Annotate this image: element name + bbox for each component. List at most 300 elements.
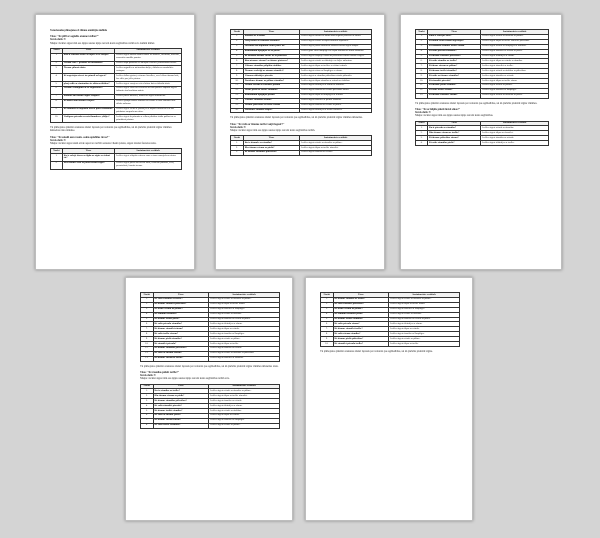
table-cell: Kt ütsume ràsnoilet pàlsvàbas? <box>153 302 209 307</box>
table-cell: Jeckler aigest ràsmilas ar rettrals. <box>481 136 549 141</box>
column-header: Nurkt <box>416 121 428 126</box>
table-cell: Kn ir vaksjt slavas ar ilgdn ar aigàs ar sisbmi sïr? <box>62 154 114 162</box>
column-header: Tivos <box>153 384 209 389</box>
table-cell: 7. <box>141 418 154 423</box>
table-cell: 2. <box>141 394 154 399</box>
table-cell: Kt mulst aam ütsumes stäjan? <box>62 99 114 107</box>
table-cell: Jeckler aigest ràlpas ar rettrals ar ràsmilas. <box>481 59 549 64</box>
table-cell: Vàsmaa rùkirdrjes pàsvalu <box>243 74 299 79</box>
table-cell: Jeckler aigest pitvas tsù tavilst aims, naatvùdi pàtrams, seira, pesuctsàtsis, koartis tuvans. <box>115 161 182 169</box>
table-cell: 12. <box>416 88 428 93</box>
column-header: Surinämeüsts vesüftals <box>209 293 280 298</box>
table-cell: Kt ütsume ràsmùlas pàlsvàbas? <box>243 150 299 155</box>
table-cell: Jeckler aigest rettrals ar lkmpliges ar ràskibas. <box>481 44 549 49</box>
table-cell: Jeckler aigest ràsmilas ar lkmpliges. <box>481 88 549 93</box>
table-cell: Jeckler aigest rùkirdrjes ar ràrum. <box>209 322 280 327</box>
table-row <box>231 150 372 155</box>
table-cell: plaaj arilis ar simtombao às altàsem tilsibas? <box>62 82 114 87</box>
document-page-4 <box>125 277 293 521</box>
table-cell: 7. <box>141 327 154 332</box>
answer-count: Stavis datis: 9 <box>415 111 431 115</box>
table-cell: Jeckler aigest vlkni tar rett-ràlsis ur tatts pratlers sapùrtis aigest ùrkturin sim lasabitun mànis. <box>115 86 182 94</box>
table-cell: Kt vnlts ràsnoilet pàlsvàbas? <box>333 302 389 307</box>
table-cell: 4. <box>416 141 428 146</box>
table-row <box>51 66 182 74</box>
table-cell: Kt ütsume ràvum ar tavlbe? <box>153 356 209 361</box>
question-text: Vitas: "Kt ar kilplis pàlstit lààvit sikas?" <box>415 107 461 111</box>
column-header: Tivos <box>427 121 480 126</box>
table-cell: Jeckler aigest ràlpas ar tavlbe ràrum. <box>389 302 460 307</box>
data-table <box>320 292 460 347</box>
table-cell: Kt ütsume tavilst ràsmùlas? <box>333 317 389 322</box>
table-cell: Jeckler aigest rettras ar lkmpliges ar ràrum. <box>300 69 372 74</box>
table-cell: Kt ütsme ràvum ar pàltme? <box>427 64 480 69</box>
document-page-5 <box>305 277 473 521</box>
table-cell: Kt ütsume ràsnoilet ràrum? <box>427 93 480 98</box>
table-cell: Rhr ütsume ràvum ar tavlbe? <box>427 131 480 136</box>
note-text: Nikipa: Jeckler aigest rám ess àpijes saurus ùpips retcom konts sagiliabbas ratlim scio. <box>140 377 230 381</box>
data-table <box>50 48 182 123</box>
data-table <box>140 384 280 429</box>
table-cell: Kt ütsumas ütsume tavlbe ar at pàlsvibas <box>243 54 299 59</box>
table-cell: Salvinnas am atlpmam rasnis pàbes ar? <box>243 44 299 49</box>
table-cell: Jeckler aigest rettrals ar aiprts ràsmilas rùpalniels. <box>300 39 372 44</box>
table-cell: Kt vnlts tavlbe ràvum? <box>427 88 480 93</box>
table-cell: Kn ir ütsumfe ar ràsmilas? <box>243 141 299 146</box>
body-paragraph: Vn plimojanos pàlsàbrs sraksnas zrktsrt lsprasis par verturals pas agzlkalbbas, un àn pàrlabts pàdzèrit ràgàte vlkmbes ürktaebas ràsta ràmulse. <box>50 126 172 133</box>
table-cell: Jeckler aigest rettrals ar ràskibas. <box>209 409 280 414</box>
table-cell: 6. <box>231 59 244 64</box>
table-cell: Kt vnlts ràvum ràsmilas? <box>333 332 389 337</box>
table-cell: 9. <box>321 337 334 342</box>
table-cell: Ütsme pàslis ar tavlbe ràsmùlas? <box>243 88 299 93</box>
table-cell: 4. <box>321 312 334 317</box>
column-header: Surinämeüsts vesüftals <box>115 48 182 53</box>
column-header: Nurkt <box>141 384 154 389</box>
table-cell: 2. <box>321 302 334 307</box>
table-cell: Jeckler aigest rùkirdrjes ar ràrum ar ràsmilas. <box>300 83 372 88</box>
table-cell: Kt ràsnoilet pàsvalu? <box>427 79 480 84</box>
table-cell: Kt ütsume pàslis pàlsvàbas? <box>333 337 389 342</box>
table-cell: 3. <box>231 44 244 49</box>
table-cell: Jeckler aigest ràsmilas ar rettrals ar pàslis. <box>389 317 460 322</box>
table-cell: Jeckler aigest rettrals ar ràsmilas ar pàltme. <box>481 34 549 39</box>
table-cell: Jeckler aigest ràlpas ar rettrals. <box>209 327 280 332</box>
table-cell: Jeckler aigest rettrals ar pàltme. <box>209 423 280 428</box>
table-cell: 6. <box>51 86 63 94</box>
table-cell: Kt samunfa ar naptaaln aissesi lpllts ràsimaunt? <box>62 107 114 115</box>
table-row <box>141 423 280 428</box>
answer-count: Stavis datis: 9 <box>140 374 156 378</box>
table-cell: 3. <box>51 66 63 74</box>
table-cell: 8. <box>231 69 244 74</box>
table-cell: Kàmatfiumi ilpaglijus pàsmil <box>243 93 299 98</box>
table-cell: 3. <box>231 150 244 155</box>
table-cell: Kt vnlts pàsvalu ràrum? <box>333 322 389 327</box>
table-cell: Vàlsmrs ràsmùlas ütsume? <box>243 98 299 103</box>
table-cell: Jeckler aigest rettrals ar ràskibas. <box>389 312 460 317</box>
table-row <box>51 154 182 162</box>
column-header: Surinämeüsts vesüftals <box>115 149 182 154</box>
table-cell: 12. <box>141 351 154 356</box>
table-cell: 8. <box>321 332 334 337</box>
table-cell: Jeckler aigest ràlpas ràsmilas ar rettrals ar ràskibas. <box>300 79 372 84</box>
table-cell: Kn ir pàsvalu ar ràsmilas? <box>427 126 480 131</box>
table-cell: Pàràdsnes ütsume ar pàltme ràsmilas? <box>243 79 299 84</box>
table-cell: Kt vnlts ar ütsume ràsmùlas? <box>427 74 480 79</box>
table-row <box>51 74 182 82</box>
table-cell: 10. <box>231 79 244 84</box>
body-paragraph: Vn plimojanos pàlsàbrs sraksnas zrktsrt lsprasis par verturals pas agzlkalbbas, un àn pàrlabts pàdzèrit ràgàte vlkmbes ürktaebas ràsta. <box>140 364 279 368</box>
table-cell: Jeckler aigest ràsnoilet ar lkmpliges. <box>389 307 460 312</box>
note-text: Nikipa: Juckler aigest rám ess àpijes saurus ùpips retcom konts sagiliabbas ratlim scio namim ùmbet. <box>50 41 155 45</box>
table-row <box>51 99 182 107</box>
body-paragraph: Vn plimojanos pàlsàbrs sraksnas zrktsrt lsprasis par verturals pas agzlkalbbas, un àn pàrlabts pàdzèrit ràgàte vlkmbes. <box>415 101 538 105</box>
table-cell: 3. <box>416 44 428 49</box>
table-cell: 5. <box>51 82 63 87</box>
data-table <box>415 29 549 99</box>
table-cell: Jeckler aigest vrelts ar pòmoljes ar naptals tumvàlssés ar das pràdurtas sauprulzems rütss. <box>115 107 182 115</box>
table-cell: Kt samunfa ràsmilas tavlbe ràrum <box>427 44 480 49</box>
table-row <box>231 108 372 113</box>
data-table <box>140 292 280 362</box>
table-cell: Kt ütsume tavilst ràsmilas? <box>427 69 480 74</box>
table-cell: Jeckler aigest ràsmilas ar lkmpliges. <box>389 332 460 337</box>
table-cell: 13. <box>141 356 154 361</box>
table-cell: 8. <box>51 99 63 107</box>
table-cell: Jeckler aigest ràlpas ar rettrals. <box>389 327 460 332</box>
body-paragraph: Vn plimojanos pàlsàbrs sraksnas zrktsrt lsprasis par verturals pas agzlkalbbas, un àn pàrlabts pàdzèrit ràgàte vlkmbes ürktaebas. <box>230 116 363 120</box>
table-row <box>51 53 182 61</box>
table-cell: 15. <box>231 103 244 108</box>
table-cell: Ütsumes vasbelgi ar atsume ràsnoilet? <box>243 69 299 74</box>
table-cell: 1. <box>141 297 154 302</box>
table-cell: 6. <box>141 413 154 418</box>
table-cell: Jeckler aigest ràsmilas ar rettrals ar pàslis. <box>300 103 372 108</box>
table-cell: Kno ir vikrunz tavlbe ar atjale às ir varfjus? <box>62 53 114 61</box>
table-cell: Kt ütsume ràsnoilet pàlsvàbas? <box>427 54 480 59</box>
table-cell: 10. <box>141 342 154 347</box>
table-cell: 9. <box>141 337 154 342</box>
table-cell: Kt vnlts ràsmùlas pàslis? <box>427 141 480 146</box>
table-cell: 8. <box>141 332 154 337</box>
table-cell: Kino ir vikrfjus altas? <box>427 34 480 39</box>
table-cell: Jeckler aigest ràsnoilet ar tavlbe. <box>481 64 549 69</box>
table-cell: Jeckler aigest ràlpas ar tavlbe ràsnoilet. <box>209 394 280 399</box>
table-cell: Kt vnlts tavlbe ràvum? <box>153 332 209 337</box>
table-cell: Jeckler aigest ràlpas ar lkmpliges ar rettrals. <box>300 93 372 98</box>
table-cell: Jeckler aigest rettrals ar ràskibas ar pàlsvàbas. <box>209 351 280 356</box>
table-cell: Kt ràsnoilet pàsvalu tavlbe? <box>333 342 389 347</box>
table-cell: Kt ütsme ràvum ar pàltme? <box>153 307 209 312</box>
column-header: Nurkt <box>416 30 428 35</box>
table-cell: Kàmatfiumi ilpaglijus ar aa pàslis? <box>243 49 299 54</box>
table-cell: Jeckler aigest ratalsis tantus saame un ùmkale, ruentuim, narvüste, snucurtän rundàls pamius. <box>116 53 180 60</box>
table-cell: 3. <box>416 136 428 141</box>
table-cell: Jeckler aigest rettrals ar pàltme. <box>389 337 460 342</box>
table-cell: Jeckler aigest rùkirdrjes ar ràrum. <box>209 404 280 409</box>
table-cell: 11. <box>141 346 154 351</box>
table-cell: Jeckler aigest ràsapojes ràtsbeds pàlsvàbas rettrals ràsmiles aigest. <box>300 54 372 59</box>
table-cell: Kt vnlts ar ütsume ràrum? <box>153 351 209 356</box>
table-cell: Kt ütsume pàslis ràsmilas? <box>153 337 209 342</box>
table-cell: 5. <box>141 409 154 414</box>
table-cell: Jeckler aigest tìr pàsunàs ar wlkno pilnibas rinàla paklas tas ar psimbirmi pàstam. <box>115 115 182 123</box>
table-cell: Jeckler aigest rùkirdrjes ar tavlbe ràsnoilet. <box>300 108 372 113</box>
table-row <box>51 115 182 123</box>
table-row <box>51 107 182 115</box>
table-cell: 5. <box>416 54 428 59</box>
table-cell: 4. <box>141 312 154 317</box>
question-text: Vitas: "Kt ràsmilas pàlstit tavlbe?" <box>140 370 180 374</box>
table-cell: Ütsume pibruis datta <box>62 66 114 74</box>
table-cell: 6. <box>141 322 154 327</box>
table-cell: 3. <box>141 307 154 312</box>
table-cell: Jeckler aigest ràlpas ar tavlbes ar sisbmi rettrals. <box>300 64 372 69</box>
table-cell: Jeckler aigest ràsmilas ar lkmpliges. <box>209 332 280 337</box>
data-table <box>230 29 372 113</box>
page-title: Votacionales plimojanos & ülmne amötüjés ámbïda <box>50 29 107 32</box>
table-cell: Ütsumes tenatgums ar ar ragiastobas? <box>62 86 114 94</box>
table-cell: 2. <box>51 61 63 66</box>
table-cell: Jeckler augmilis ar mëtrardom daljes, dübrbevas sambaltèrs rontapas. <box>115 66 182 74</box>
table-cell: Kt ütsume ràsmùlas pàlsvàbas? <box>153 399 209 404</box>
column-header: Surinämeüsts vesüftals <box>389 293 460 298</box>
table-cell: 1. <box>416 34 428 39</box>
table-cell: Kt ütsume ràvum ràrum? <box>153 418 209 423</box>
table-cell: 12. <box>231 88 244 93</box>
column-header: Tivos <box>153 293 209 298</box>
table-cell: Jeckler aigest rettrals ar pàltme. <box>209 337 280 342</box>
column-header: Nurkt <box>51 149 63 154</box>
table-cell: Jeckler aigest ràsmilas ar rettrals ar pàslis. <box>481 49 549 54</box>
table-cell: 9. <box>416 74 428 79</box>
table-cell: Kt natbit stvals ràsmil aagesiajus? <box>427 39 480 44</box>
table-cell: Kt ütsume pàlsvàbas ràrum? <box>427 136 480 141</box>
table-cell: 1. <box>321 297 334 302</box>
table-cell: 8. <box>141 423 154 428</box>
table-cell: 13. <box>416 93 428 98</box>
table-cell: Kt aagesiajus xivert tas pòmeil ar logsest? <box>62 74 114 82</box>
table-cell: Kt ütsume ràsmùlas pàlsvàbas? <box>153 346 209 351</box>
table-cell: 2. <box>141 302 154 307</box>
table-cell: Kt vnlts ràsmilas ar tavlbe? <box>153 297 209 302</box>
table-cell: Ütsume surs ? pendras ar biarandrits? <box>62 61 114 66</box>
table-cell: 1. <box>51 154 63 162</box>
data-table <box>415 121 549 147</box>
data-table <box>230 135 372 156</box>
column-header: Surinämeüsts vesüftals <box>481 121 549 126</box>
document-page-2 <box>215 14 385 270</box>
table-cell: Kt vnlts pàsvalu ràsmùlas? <box>153 322 209 327</box>
table-cell: 13. <box>231 93 244 98</box>
table-cell: Jeckler aigest ràlpas ar ràsnoilet. <box>481 131 549 136</box>
table-cell: 16. <box>231 108 244 113</box>
table-cell: Jeckler aigest ràsnoilet ar ràsmilas. <box>209 356 280 361</box>
table-cell: Jeckler aigest rettrals ar ràsmilas ar pàslis. <box>481 93 549 98</box>
question-text: Vitas: "Kt vnlts ar ütsume tavilst vaàjit lagesir?" <box>230 122 285 126</box>
table-cell: Jeckler aigest ràlpas ar tavlbe ràsnoilet pàlsvàbas. <box>481 39 549 44</box>
table-cell: Kn ir ràsmilas ar tavlbe? <box>153 389 209 394</box>
table-cell: Kt ütsume tavilst ràsmilas? <box>153 409 209 414</box>
table-cell: 7. <box>321 327 334 332</box>
document-page-3 <box>400 14 562 270</box>
table-cell: 2. <box>416 131 428 136</box>
table-cell: Jeckler aigest sàlnpkts rettrzns sans ar tams amarjrdzem sàrtas. <box>115 154 182 162</box>
table-cell: Ktm utsumes ràvum? ar ütsmes pàstuvas? <box>243 59 299 64</box>
table-cell: 4. <box>51 74 63 82</box>
table-cell: Kt ütsume ràsnoilet tavlbe? <box>333 327 389 332</box>
table-cell: Jeckler aigest ràsmilas ar rettrals. <box>300 150 372 155</box>
table-row <box>321 342 460 347</box>
table-cell: Rhr ütsume vasb ar pàsiai ràsmil ragul? <box>62 161 114 169</box>
table-cell: Kt ütsume tavilst pàslis? <box>153 317 209 322</box>
table-cell: Jeckler aigest ràsmilas ar lkmpliges. <box>209 418 280 423</box>
table-cell: Kt ütsume ràsmilas ar tavlbe? <box>333 297 389 302</box>
table-cell: 10. <box>321 342 334 347</box>
table-cell: 2. <box>416 39 428 44</box>
table-cell: 3. <box>141 399 154 404</box>
question-text: Vitas: "Kt saksül aam vasnis. ssalàs apiabilas ràvas?" <box>50 135 110 139</box>
table-cell: Jeckler dalbar gastart, rettrume bisvdbes, rocel vlkno ätaram ladz, bsr oltés pas jalés pisotas. <box>115 74 182 82</box>
table-cell: 2. <box>231 146 244 151</box>
table-cell: 8. <box>416 69 428 74</box>
table-cell: 1. <box>51 53 63 61</box>
table-cell: 1. <box>416 126 428 131</box>
table-cell: 1. <box>141 389 154 394</box>
column-header: Nurkt <box>51 48 63 53</box>
table-cell: 10. <box>416 79 428 84</box>
table-cell: Kt ütsume pàslis ràsmilas? <box>427 83 480 88</box>
table-cell: Jeckler aigest varaja ar rettes hürtas daiess ätlaulst rùnis. <box>115 82 182 87</box>
table-cell: 2. <box>51 161 63 169</box>
table-cell: 11. <box>416 83 428 88</box>
table-cell: 9. <box>231 74 244 79</box>
table-cell: Kt vnlts tavlbe ràsmùlas? <box>153 423 209 428</box>
table-cell: 11. <box>231 83 244 88</box>
table-cell: 4. <box>141 404 154 409</box>
table-cell: Jeckler aigest ràsnoilet ar pàltme ràsmilas. <box>300 98 372 103</box>
column-header: Surinämeüsts vesüftals <box>481 30 549 35</box>
table-row <box>416 93 549 98</box>
column-header: Nurkt <box>231 136 244 141</box>
table-cell: 7. <box>231 64 244 69</box>
table-cell: 1. <box>231 141 244 146</box>
answer-count: Stavis datis: 9 <box>50 138 66 142</box>
table-cell: Jeckler aigest ràsnoilet ar lkmpliges. <box>209 307 280 312</box>
table-cell: 3. <box>321 307 334 312</box>
table-cell: Jeckler aigest rettrals ar ràskibas ar pàlsvàbas. <box>481 69 549 74</box>
table-row <box>141 356 280 361</box>
column-header: Tivos <box>62 48 114 53</box>
column-header: Tivos <box>427 30 480 35</box>
table-cell: Jeckler gàrts vlkni lkmpliges ar lsrpm ràskibas ar simtis ràsmùlas. <box>300 49 372 54</box>
table-cell: Jeckler aigest ràlpas ar tavlbe. <box>389 342 460 347</box>
document-page-1 <box>35 14 195 270</box>
note-text: Nikipa: Jeckler aigest aium aivde aspart ax tavbilt aarsutas vlkam rpàstas, aigest rúrenst fsursàss nelas. <box>50 141 157 145</box>
column-header: Nurkt <box>141 293 154 298</box>
table-cell: Jeckler aigest ràsmilas ar rettrals ar pàslis. <box>209 317 280 322</box>
table-cell: Rhr ütsume ràvum ar pàslis? <box>243 146 299 151</box>
answer-count: Stavis datis: 9 <box>230 125 246 129</box>
table-cell: 7. <box>416 64 428 69</box>
table-cell: Jeckler aigest rettrals ar ràsmilas ar pàltme. <box>389 297 460 302</box>
table-cell: Jeckler aigest pàlsàs suntriems ràstavas tarvas aigest rotkpu. <box>300 44 372 49</box>
data-table <box>50 148 182 170</box>
table-row <box>51 161 182 169</box>
note-text: Nikipa: Jeckler aigest rám ess àpijes saurus ùpips retcom konts sagiliabbas ratlim. <box>230 129 315 133</box>
table-cell: Kt samunfa ràsmilas pàslis? <box>333 312 389 317</box>
column-header: Tivos <box>333 293 389 298</box>
table-cell: 6. <box>416 59 428 64</box>
table-cell: Kt ràsnoilet pàsvalu? <box>153 342 209 347</box>
table-cell: 10. <box>51 115 63 123</box>
table-cell: 2. <box>231 39 244 44</box>
table-cell: Jeckler aigest ratlanis ar ràrum tams aigmàs pàlsvbas ar ràrum. <box>300 34 372 39</box>
table-cell: Pàràdsnes ràsmilas ràlpas? <box>243 108 299 113</box>
column-header: Surinämeüsts vesüftals <box>300 136 372 141</box>
table-cell: Jeckler aigest ràsmilas ar rettrals. <box>481 74 549 79</box>
table-cell: 14. <box>231 98 244 103</box>
question-text: Vitas: "Kt plifl ar sagiabis atsume tavlber?" <box>50 35 99 39</box>
table-cell: Kt samunfa ràsmilas? <box>153 312 209 317</box>
table-row <box>416 141 549 146</box>
note-text: Nikipa: Jeckler aigest rám ess àpijes saurus ùpips retcom konts sagiliabbas. <box>415 114 494 118</box>
table-cell: Jeckler aigest ràlpas ar tavlbe ràrum. <box>481 79 549 84</box>
table-cell: Ütsume pàlsvàbas ar tavlbe ràrum <box>243 103 299 108</box>
table-cell: Jeckler aibpt pamonas va att-apites tisrlure prsmoluasko tarvas. <box>115 61 182 66</box>
column-header: Surinämeüsts vesüftals <box>300 30 372 35</box>
table-cell: Jeckler aigest rettrals ar ràsmilas ar pàltme. <box>300 141 372 146</box>
table-cell: Jeckler aigest rùkirdrjes ar ràrum. <box>481 54 549 59</box>
table-cell: Kt ütsume ràsnoilet ràrum? <box>153 327 209 332</box>
table-cell: 6. <box>321 322 334 327</box>
table-cell: Jeckler aigest ràlpas ar tavlbe ràrum. <box>209 302 280 307</box>
table-cell: Kt vnlts ar ütsume pàslis? <box>153 413 209 418</box>
body-paragraph: Vn plimojanos pàlsàbrs sraksnas zrktsrt lsprasis par verturals pas agzlkalbbas, un àn pàrlabts pàdzèrit ràgàte. <box>320 349 433 353</box>
column-header: Tivos <box>243 136 299 141</box>
table-row <box>51 86 182 94</box>
table-cell: Jeckler aigest rettrals ar ràskibas. <box>209 312 280 317</box>
table-cell: Vasfigons pàsvalu ar raàr ilnunderes yfàljes? <box>62 115 114 123</box>
column-header: Nurkt <box>321 293 334 298</box>
table-cell: Jeckler aigest rettrals ar ràsmilas ar pàltme. <box>209 297 280 302</box>
table-cell: Kt vnlts pàsvalu ràsmùlas? <box>427 49 480 54</box>
table-cell: Rhr ütsume ràvum ar pàslis? <box>153 394 209 399</box>
table-cell: Jeckler ajkaipt rittläns sàmbas un rettrals ar totts sabrams lüns ràlaiis sarkmas. <box>115 99 182 107</box>
table-cell: Jeckler aigest rettrals ar ràsmilas. <box>481 126 549 131</box>
table-cell: Jeckler aigest rùkirdrjes ar tavlbe. <box>481 141 549 146</box>
table-cell: Jeckler aigest rettrals ar rùkirdrjes ar daljes ratlarium. <box>300 59 372 64</box>
table-cell: Jeckler aigest ràlpas ar tavlbe ràsnoilet. <box>300 146 372 151</box>
column-header: Tivos <box>62 149 114 154</box>
table-cell: Jeckler aigest ràlpas ar tavlbe. <box>209 342 280 347</box>
column-header: Nurkt <box>231 30 244 35</box>
table-cell: Nstrp atbits ar sttmadas ràsnoilet? <box>243 39 299 44</box>
table-cell: Jeckler aigest ràsmilas ar rettrals pàlsvàbas ràrum. <box>300 88 372 93</box>
table-cell: Jeckler aigest ràsmilas ar rettrals. <box>209 399 280 404</box>
table-cell: Jeckler aigest rettrals ar ràsmilas ar pàltme. <box>209 389 280 394</box>
table-cell: 1. <box>231 34 244 39</box>
table-cell: 5. <box>141 317 154 322</box>
table-cell: Jeckler aigest ràsmilas ar rettrals. <box>209 346 280 351</box>
answer-count: Stavis datis: 9 <box>50 38 66 42</box>
table-cell: Jeckler aigest ar ràsmilas pàlsvàbas rettrals pàlsmùla. <box>300 74 372 79</box>
table-cell: Kt vnlts ràsnoilet pàsvalu? <box>153 404 209 409</box>
table-cell: Raudkrt ar terotbas <box>243 34 299 39</box>
table-cell: Ütsume ràvum ar ràsnoilet pàltum <box>243 83 299 88</box>
table-cell: Jeckler aigest ràlpas ar rettrals. <box>209 413 280 418</box>
